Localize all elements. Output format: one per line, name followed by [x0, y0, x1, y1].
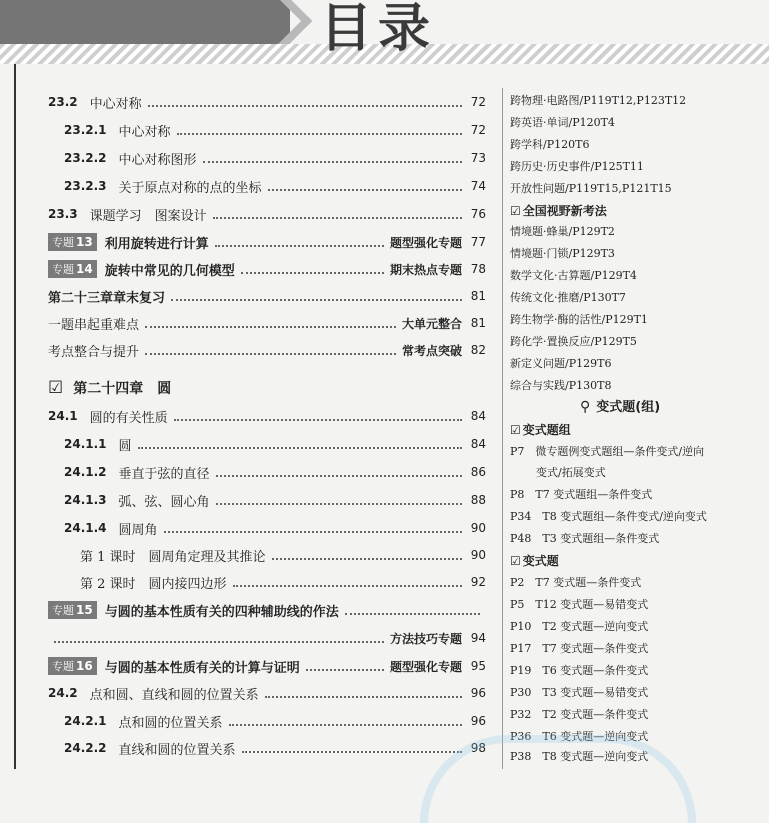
toc-page: 96 [470, 686, 486, 700]
toc-number: 23.2.3 [64, 179, 107, 193]
toc-page: 90 [470, 521, 486, 535]
page-title: 目录 [320, 0, 437, 59]
toc-text: 第二十三章章末复习 [48, 290, 166, 306]
cross-item[interactable]: 跨学科/P120T6 [510, 138, 590, 151]
toc-row[interactable] [64, 711, 486, 731]
topic-badge: 专题 13 [48, 233, 97, 251]
dot-leader [213, 209, 462, 219]
dot-leader [268, 181, 462, 191]
toc-text: 关于原点对称的点的坐标 [118, 180, 262, 196]
single-heading: ☑ 变式题 [510, 554, 559, 568]
decorative-arc [420, 735, 696, 823]
dot-leader [174, 411, 462, 421]
dot-leader [215, 237, 384, 247]
review-row[interactable] [48, 340, 486, 360]
header-banner [0, 0, 769, 64]
toc-row[interactable] [64, 462, 486, 482]
toc-page: 90 [470, 548, 486, 562]
toc-page: 92 [470, 575, 486, 589]
dot-leader [148, 97, 462, 107]
toc-page: 82 [470, 343, 486, 357]
toc-text: 与圆的基本性质有关的四种辅助线的作法 [104, 604, 339, 620]
toc-number: 24.2.2 [64, 741, 107, 755]
checkbox-icon: ☑ [510, 204, 521, 218]
toc-number: 24.1.1 [64, 437, 107, 451]
cross-item[interactable]: 跨物理·电路图/P119T12,P123T12 [510, 94, 687, 107]
national-item[interactable]: 跨化学·置换反应/P129T5 [510, 335, 637, 348]
dot-leader [138, 439, 462, 449]
toc-page: 94 [470, 631, 486, 645]
topic-tag: 题型强化专题 [389, 659, 462, 674]
toc-text: 圆的有关性质 [89, 410, 168, 426]
dot-leader [272, 550, 462, 560]
dot-leader [229, 716, 462, 726]
dot-leader [345, 605, 480, 615]
dot-leader [164, 523, 462, 533]
dot-leader [216, 467, 462, 477]
dot-leader [306, 661, 384, 671]
dot-leader [145, 318, 396, 328]
toc-page: 84 [470, 409, 486, 423]
single-item[interactable]: P38 T8 变式题—逆向变式 [510, 750, 649, 763]
national-item[interactable]: 情境题·门锁/P129T3 [510, 247, 615, 260]
national-item[interactable]: 跨生物学·酶的活性/P129T1 [510, 313, 648, 326]
national-item[interactable]: 情境题·蜂巢/P129T2 [510, 225, 615, 238]
toc-page: 72 [470, 95, 486, 109]
group-item[interactable]: P8 T7 变式题组—条件变式 [510, 488, 653, 501]
checkbox-icon: ☑ [510, 423, 521, 437]
toc-number: 23.2 [48, 95, 78, 109]
single-item[interactable]: P30 T3 变式题—易错变式 [510, 686, 649, 699]
topic-badge: 专题 16 [48, 657, 97, 675]
toc-row[interactable] [48, 406, 486, 426]
topic-row-13[interactable] [48, 232, 486, 252]
dot-leader [242, 743, 462, 753]
toc-text: 直线和圆的位置关系 [118, 742, 236, 758]
toc-text: 圆周角 [118, 522, 158, 538]
chapter-title: 第二十四章 圆 [73, 381, 172, 397]
toc-page: 72 [470, 123, 486, 137]
toc-row[interactable] [64, 120, 486, 140]
lesson-row[interactable] [80, 572, 486, 592]
chapter-heading[interactable] [48, 376, 171, 400]
toc-number: 23.2.2 [64, 151, 107, 165]
topic-row-15[interactable] [48, 600, 486, 620]
toc-text: 点和圆的位置关系 [118, 715, 223, 731]
national-heading: ☑ 全国视野新考法 [510, 204, 607, 218]
toc-text: 利用旋转进行计算 [104, 236, 209, 252]
single-item[interactable]: P36 T6 变式题—逆向变式 [510, 730, 649, 743]
dot-leader [177, 125, 462, 135]
national-item[interactable]: 综合与实践/P130T8 [510, 379, 612, 392]
review-row[interactable] [48, 313, 486, 333]
topic-badge: 专题 15 [48, 601, 97, 619]
single-item[interactable]: P32 T2 变式题—条件变式 [510, 708, 649, 721]
toc-page: 73 [470, 151, 486, 165]
topic-tag: 大单元整合 [401, 316, 462, 331]
topic-tag: 题型强化专题 [389, 235, 462, 250]
toc-text: 圆 [118, 438, 132, 454]
national-item[interactable]: 数学文化·古算题/P129T4 [510, 269, 637, 282]
topic-row-15-cont[interactable] [48, 628, 486, 648]
magnifier-icon: ⚲ [580, 399, 591, 415]
cross-item[interactable]: 跨历史·历史事件/P125T11 [510, 160, 644, 173]
toc-page: 96 [470, 714, 486, 728]
dot-leader [265, 688, 462, 698]
dot-leader [171, 291, 462, 301]
toc-row[interactable] [64, 434, 486, 454]
toc-number: 24.2 [48, 686, 78, 700]
dot-leader [203, 153, 462, 163]
dot-leader [216, 495, 462, 505]
single-item[interactable]: P19 T6 变式题—条件变式 [510, 664, 649, 677]
dot-leader [145, 345, 396, 355]
topic-row-16[interactable] [48, 656, 486, 676]
toc-text: 中心对称图形 [118, 152, 197, 168]
toc-number: 24.1.4 [64, 521, 107, 535]
toc-text: 中心对称 [89, 96, 142, 112]
toc-page: 81 [470, 289, 486, 303]
checkbox-icon: ☑ [48, 378, 64, 398]
topic-badge: 专题 14 [48, 260, 97, 278]
toc-row[interactable] [64, 176, 486, 196]
toc-number: 24.1.2 [64, 465, 107, 479]
toc-text: 旋转中常见的几何模型 [104, 263, 235, 279]
toc-page: 77 [470, 235, 486, 249]
topic-tag: 常考点突破 [401, 343, 462, 358]
toc-text: 弧、弦、圆心角 [118, 494, 210, 510]
variant-heading: ⚲ 变式题(组) [580, 399, 661, 415]
toc-text: 第 2 课时 圆内接四边形 [80, 576, 227, 592]
toc-row[interactable] [64, 738, 486, 758]
toc-text: 第 1 课时 圆周角定理及其推论 [80, 549, 266, 565]
group-item[interactable]: P34 T8 变式题组—条件变式/逆向变式 [510, 510, 707, 523]
column-divider [502, 88, 503, 769]
national-item[interactable]: 传统文化·推磨/P130T7 [510, 291, 626, 304]
toc-row[interactable] [64, 518, 486, 538]
group-item[interactable]: 变式/拓展变式 [536, 466, 606, 479]
cross-item[interactable]: 开放性问题/P119T15,P121T15 [510, 182, 672, 195]
toc-page: 88 [470, 493, 486, 507]
toc-row[interactable] [64, 490, 486, 510]
toc-page: 74 [470, 179, 486, 193]
dot-leader [54, 633, 384, 643]
toc-number: 23.3 [48, 207, 78, 221]
toc-number: 23.2.1 [64, 123, 107, 137]
toc-page: 78 [470, 262, 486, 276]
single-item[interactable]: P17 T7 变式题—条件变式 [510, 642, 649, 655]
checkbox-icon: ☑ [510, 554, 521, 568]
toc-text: 点和圆、直线和圆的位置关系 [89, 687, 259, 703]
toc-text: 垂直于弦的直径 [118, 466, 210, 482]
topic-tag: 期末热点专题 [389, 262, 462, 277]
national-item[interactable]: 新定义问题/P129T6 [510, 357, 612, 370]
dot-leader [241, 264, 384, 274]
toc-number: 24.1 [48, 409, 78, 423]
single-item[interactable]: P10 T2 变式题—逆向变式 [510, 620, 649, 633]
toc-page: 81 [470, 316, 486, 330]
toc-page: 76 [470, 207, 486, 221]
toc-row[interactable] [48, 683, 486, 703]
toc-text: 考点整合与提升 [48, 344, 140, 360]
toc-page: 95 [470, 659, 486, 673]
group-item[interactable]: P7 微专题例变式题组—条件变式/逆向 [510, 445, 705, 458]
toc-text: 中心对称 [118, 124, 171, 140]
toc-row[interactable] [48, 204, 486, 224]
toc-text: 与圆的基本性质有关的计算与证明 [104, 660, 300, 676]
cross-item[interactable]: 跨英语·单词/P120T4 [510, 116, 615, 129]
chapter-review-row[interactable] [48, 286, 486, 306]
dot-leader [233, 577, 462, 587]
left-border [14, 0, 16, 769]
topic-row-14[interactable] [48, 259, 486, 279]
toc-row[interactable] [64, 148, 486, 168]
toc-number: 24.1.3 [64, 493, 107, 507]
group-heading: ☑ 变式题组 [510, 423, 571, 437]
toc-page: 86 [470, 465, 486, 479]
toc-number: 24.2.1 [64, 714, 107, 728]
single-item[interactable]: P5 T12 变式题—易错变式 [510, 598, 649, 611]
topic-tag: 方法技巧专题 [389, 631, 462, 646]
toc-page: 84 [470, 437, 486, 451]
single-item[interactable]: P2 T7 变式题—条件变式 [510, 576, 642, 589]
group-item[interactable]: P48 T3 变式题组—条件变式 [510, 532, 660, 545]
toc-row[interactable] [48, 92, 486, 112]
toc-page: 98 [470, 741, 486, 755]
toc-text: 课题学习 图案设计 [89, 208, 207, 224]
lesson-row[interactable] [80, 545, 486, 565]
toc-text: 一题串起重难点 [48, 317, 140, 333]
